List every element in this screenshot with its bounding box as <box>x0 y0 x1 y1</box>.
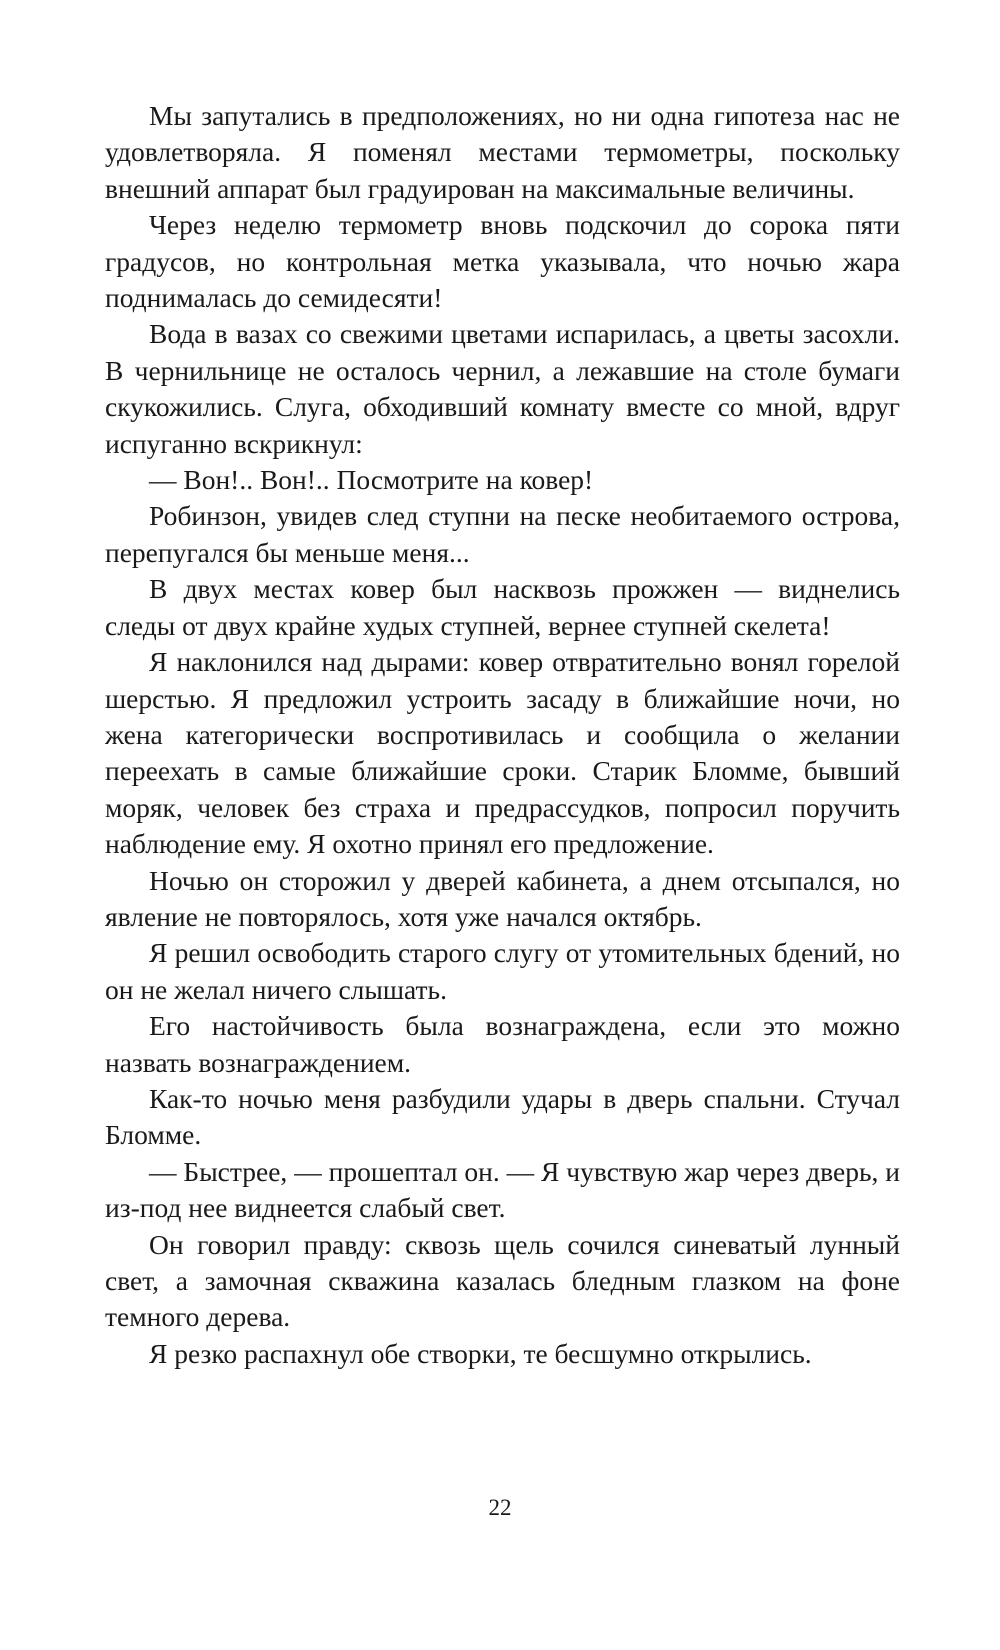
paragraph: Через неделю термометр вновь подскочил до сорока пяти градусов, но контрольная метка указывала, что ночью жара поднималась до семидесяти! <box>105 209 900 314</box>
paragraph: Ночью он сторожил у дверей кабинета, а днем отсыпался, но явление не повторялось, хотя уже начался октябрь. <box>105 864 900 932</box>
page-number: 22 <box>488 1495 512 1520</box>
body-text <box>105 98 900 1372</box>
paragraph: Как-то ночью меня разбудили удары в дверь спальни. Стучал Бломме. <box>105 1082 900 1151</box>
paragraph: Я решил освободить старого слугу от утомительных бдений, но он не желал ничего слышать. <box>105 937 900 1005</box>
dialogue-line: — Вон!.. Вон!.. Посмотрите на ковер! <box>149 464 594 496</box>
paragraph: Я наклонился над дырами: ковер отвратительно вонял горелой шерстью. Я предложил устроить засаду в ближайшие ночи, но жена категорически воспротивилась и сообщила о желании переехать в самые ближайшие сроки. Старик Бломме, бывший моряк, человек без страха и предрассудков, попросил поручить наблюдение ему. Я охотно принял его предложение. <box>105 646 900 860</box>
paragraph: Он говорил правду: сквозь щель сочился синеватый лунный свет, а замочная скважина казалась бледным глазком на фоне темного дерева. <box>105 1228 900 1333</box>
paragraph: Робинзон, увидев след ступни на песке необитаемого острова, перепугался бы меньше меня... <box>105 500 900 568</box>
paragraph: В двух местах ковер был насквозь прожжен — виднелись следы от двух крайне худых ступней, вернее ступней скелета! <box>105 573 900 641</box>
dialogue-line: — Быстрее, — прошептал он. — Я чувствую жар через дверь, и из-под нее виднеется слабый свет. <box>105 1155 900 1224</box>
paragraph: Вода в вазах со свежими цветами испарилась, а цветы засохли. В чернильнице не осталось чернил, а лежавшие на столе бумаги скукожились. Слуга, обходивший комнату вместе со мной, вдруг испуганно вскрикнул: <box>105 318 900 459</box>
paragraph: Мы запутались в предположениях, но ни одна гипотеза нас не удовлетворяла. Я поменял местами термометры, поскольку внешний аппарат был градуирован на максимальные величины. <box>105 100 900 204</box>
paragraph: Я резко распахнул обе створки, те бесшумно открылись. <box>149 1337 812 1369</box>
paragraph: Его настойчивость была вознаграждена, если это можно назвать вознаграждением. <box>105 1010 900 1078</box>
